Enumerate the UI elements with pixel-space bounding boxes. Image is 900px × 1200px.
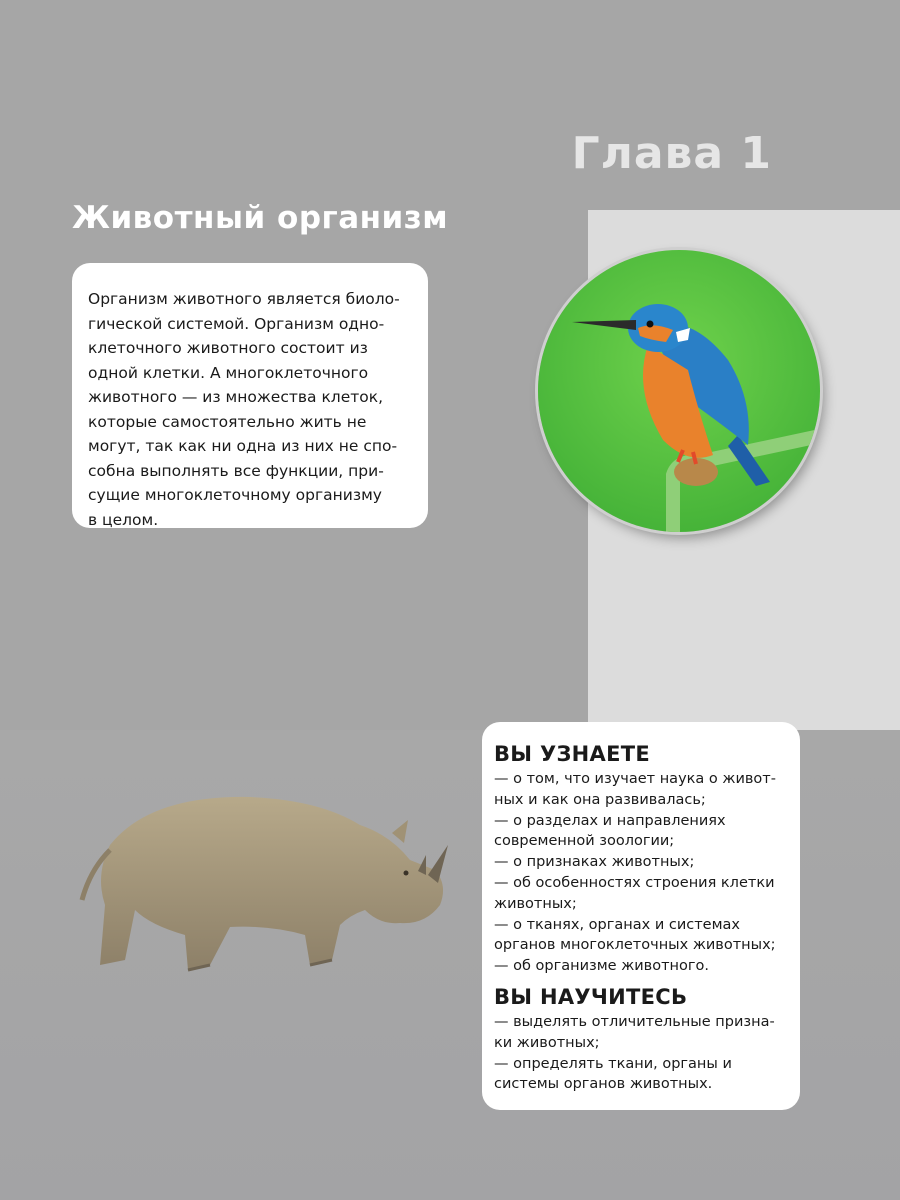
list-item: — об организме животного. xyxy=(494,958,709,975)
section-title: Животный организм xyxy=(72,200,449,236)
you-will-be-able-heading: ВЫ НАУЧИТЕСЬ xyxy=(494,984,688,1009)
list-item: — об особенностях строения клетки животных; xyxy=(494,874,775,912)
list-item: — о разделах и направлениях современной зоологии; xyxy=(494,812,726,850)
intro-paragraph: Организм животного является биоло- гической системой. Организм одно- клеточного животного состоит из одной клетки. А многоклеточного животного — из множества клеток, которые самостоятельно жить не могут, так как ни одна из них не спо- собна выполнять все функции, при- сущие многоклеточному организму в целом. xyxy=(88,290,400,529)
kingfisher-image xyxy=(538,250,820,532)
rhinoceros-illustration xyxy=(70,775,455,990)
intro-card xyxy=(72,263,428,528)
list-item: — о признаках животных; xyxy=(494,854,695,871)
list-item: — определять ткани, органы и системы органов животных. xyxy=(494,1055,732,1093)
rhinoceros-image xyxy=(70,775,455,990)
learning-objectives-card xyxy=(482,722,800,1110)
list-item: — о тканях, органах и системах органов многоклеточных животных; xyxy=(494,916,776,954)
list-item: — о том, что изучает наука о живот- ных и как она развивалась; xyxy=(494,771,776,808)
kingfisher-photo xyxy=(538,250,820,532)
you-will-learn-heading: ВЫ УЗНАЕТЕ xyxy=(494,742,651,766)
chapter-label: Глава 1 xyxy=(571,128,772,179)
list-item: — выделять отличительные призна- ки животных; xyxy=(494,1013,775,1051)
